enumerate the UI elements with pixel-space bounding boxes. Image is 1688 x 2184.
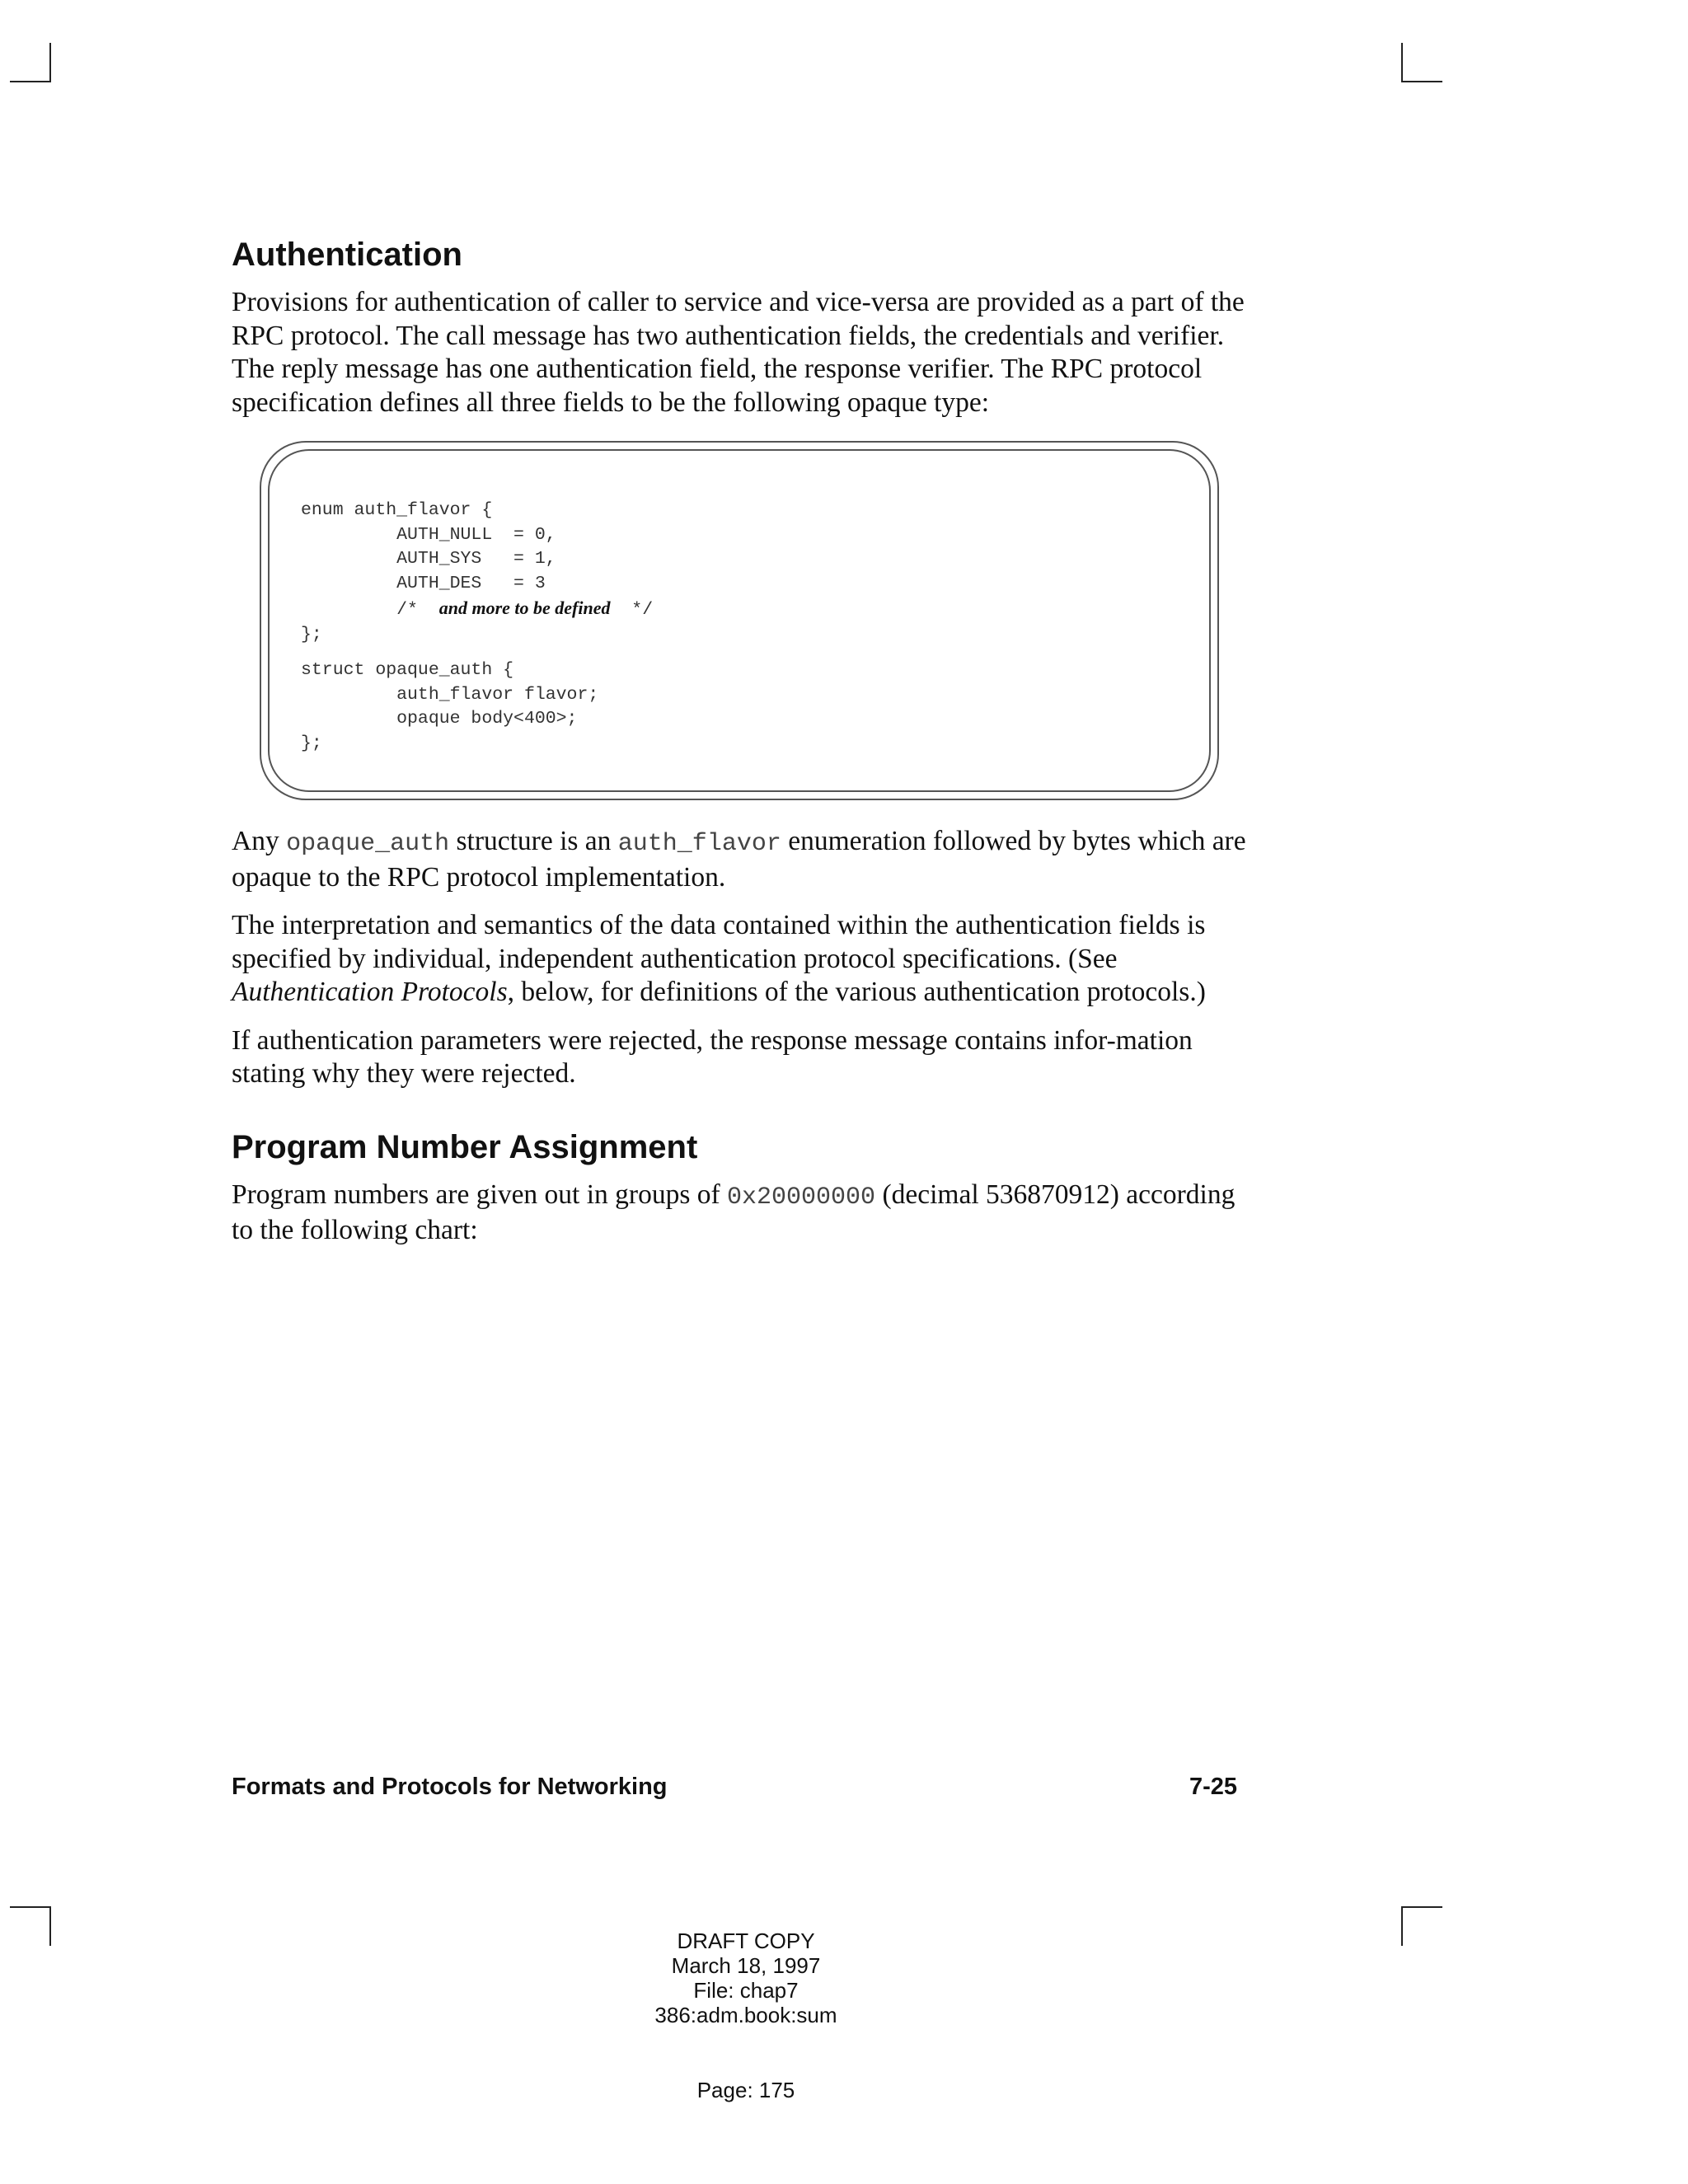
code-line: /* [301,600,439,620]
draft-stamp [577,1929,915,2027]
page-footer [232,1774,1237,1801]
reference-authentication-protocols: Authentication Protocols [232,977,508,1007]
code-line: */ [610,600,654,620]
code-line: AUTH_DES = 3 [301,573,546,593]
draft-book: 386:adm.book:sum [654,2003,837,2027]
inline-code-opaque-auth: opaque_auth [286,830,450,858]
crop-mark-bottom-left-h [10,1906,51,1908]
code-box [260,441,1219,800]
code-line: }; [301,733,322,753]
draft-date: March 18, 1997 [671,1953,821,1978]
footer-title: Formats and Protocols for Networking [232,1774,668,1800]
draft-line: DRAFT COPY [677,1929,815,1953]
draft-file: File: chap7 [693,1978,799,2003]
code-comment: and more to be defined [438,598,611,618]
code-line: auth_flavor flavor; [301,684,599,705]
page-content [232,235,1254,1263]
crop-mark-bottom-right-h [1401,1906,1442,1908]
section-heading-authentication: Authentication [232,237,462,273]
code-line: }; [301,624,322,644]
section-heading-program-number-assignment: Program Number Assignment [232,1128,698,1165]
code-line: enum auth_flavor { [301,500,493,520]
crop-mark-top-right-h [1401,81,1442,82]
inline-code-auth-flavor: auth_flavor [617,830,781,858]
crop-mark-bottom-left-v [49,1906,51,1946]
crop-mark-top-left-v [49,43,51,82]
crop-mark-bottom-right-v [1401,1906,1403,1946]
page-label: Page: 175 [696,2078,795,2102]
crop-mark-top-right-v [1401,43,1403,82]
crop-mark-top-left-h [10,81,51,82]
auth-paragraph-1: Provisions for authentication of caller to service and vice-versa are provided as a part of the RPC protocol. The call message has two authentication fields, the credentials and verifier. The reply message has one authentication field, the response verifier. The RPC protocol specification defines all three fields to be the following opaque type: [232,287,1245,418]
footer-page-number: 7-25 [1189,1774,1237,1800]
auth-paragraph-2: Any opaque_auth structure is an auth_flavor enumeration followed by bytes which are opaque to the RPC protocol implementation. [232,826,1246,893]
inline-code-hex-value: 0x20000000 [727,1183,876,1212]
code-line: opaque body<400>; [301,709,578,729]
code-line: AUTH_SYS = 1, [301,549,556,569]
auth-paragraph-3: The interpretation and semantics of the data contained within the authentication fields is specified by individual, independent authentication protocol specifications. (See Authentication Protocols, below, for definitions of the various authentication protocols.) [232,910,1206,1007]
code-listing [301,499,653,756]
program-number-paragraph: Program numbers are given out in groups of 0x20000000 (decimal 536870912) according to the following chart: [232,1179,1236,1245]
code-line: struct opaque_auth { [301,660,514,680]
code-line: AUTH_NULL = 0, [301,524,556,545]
auth-paragraph-4: If authentication parameters were rejected, the response message contains infor-mation stating why they were rejected. [232,1024,1193,1089]
